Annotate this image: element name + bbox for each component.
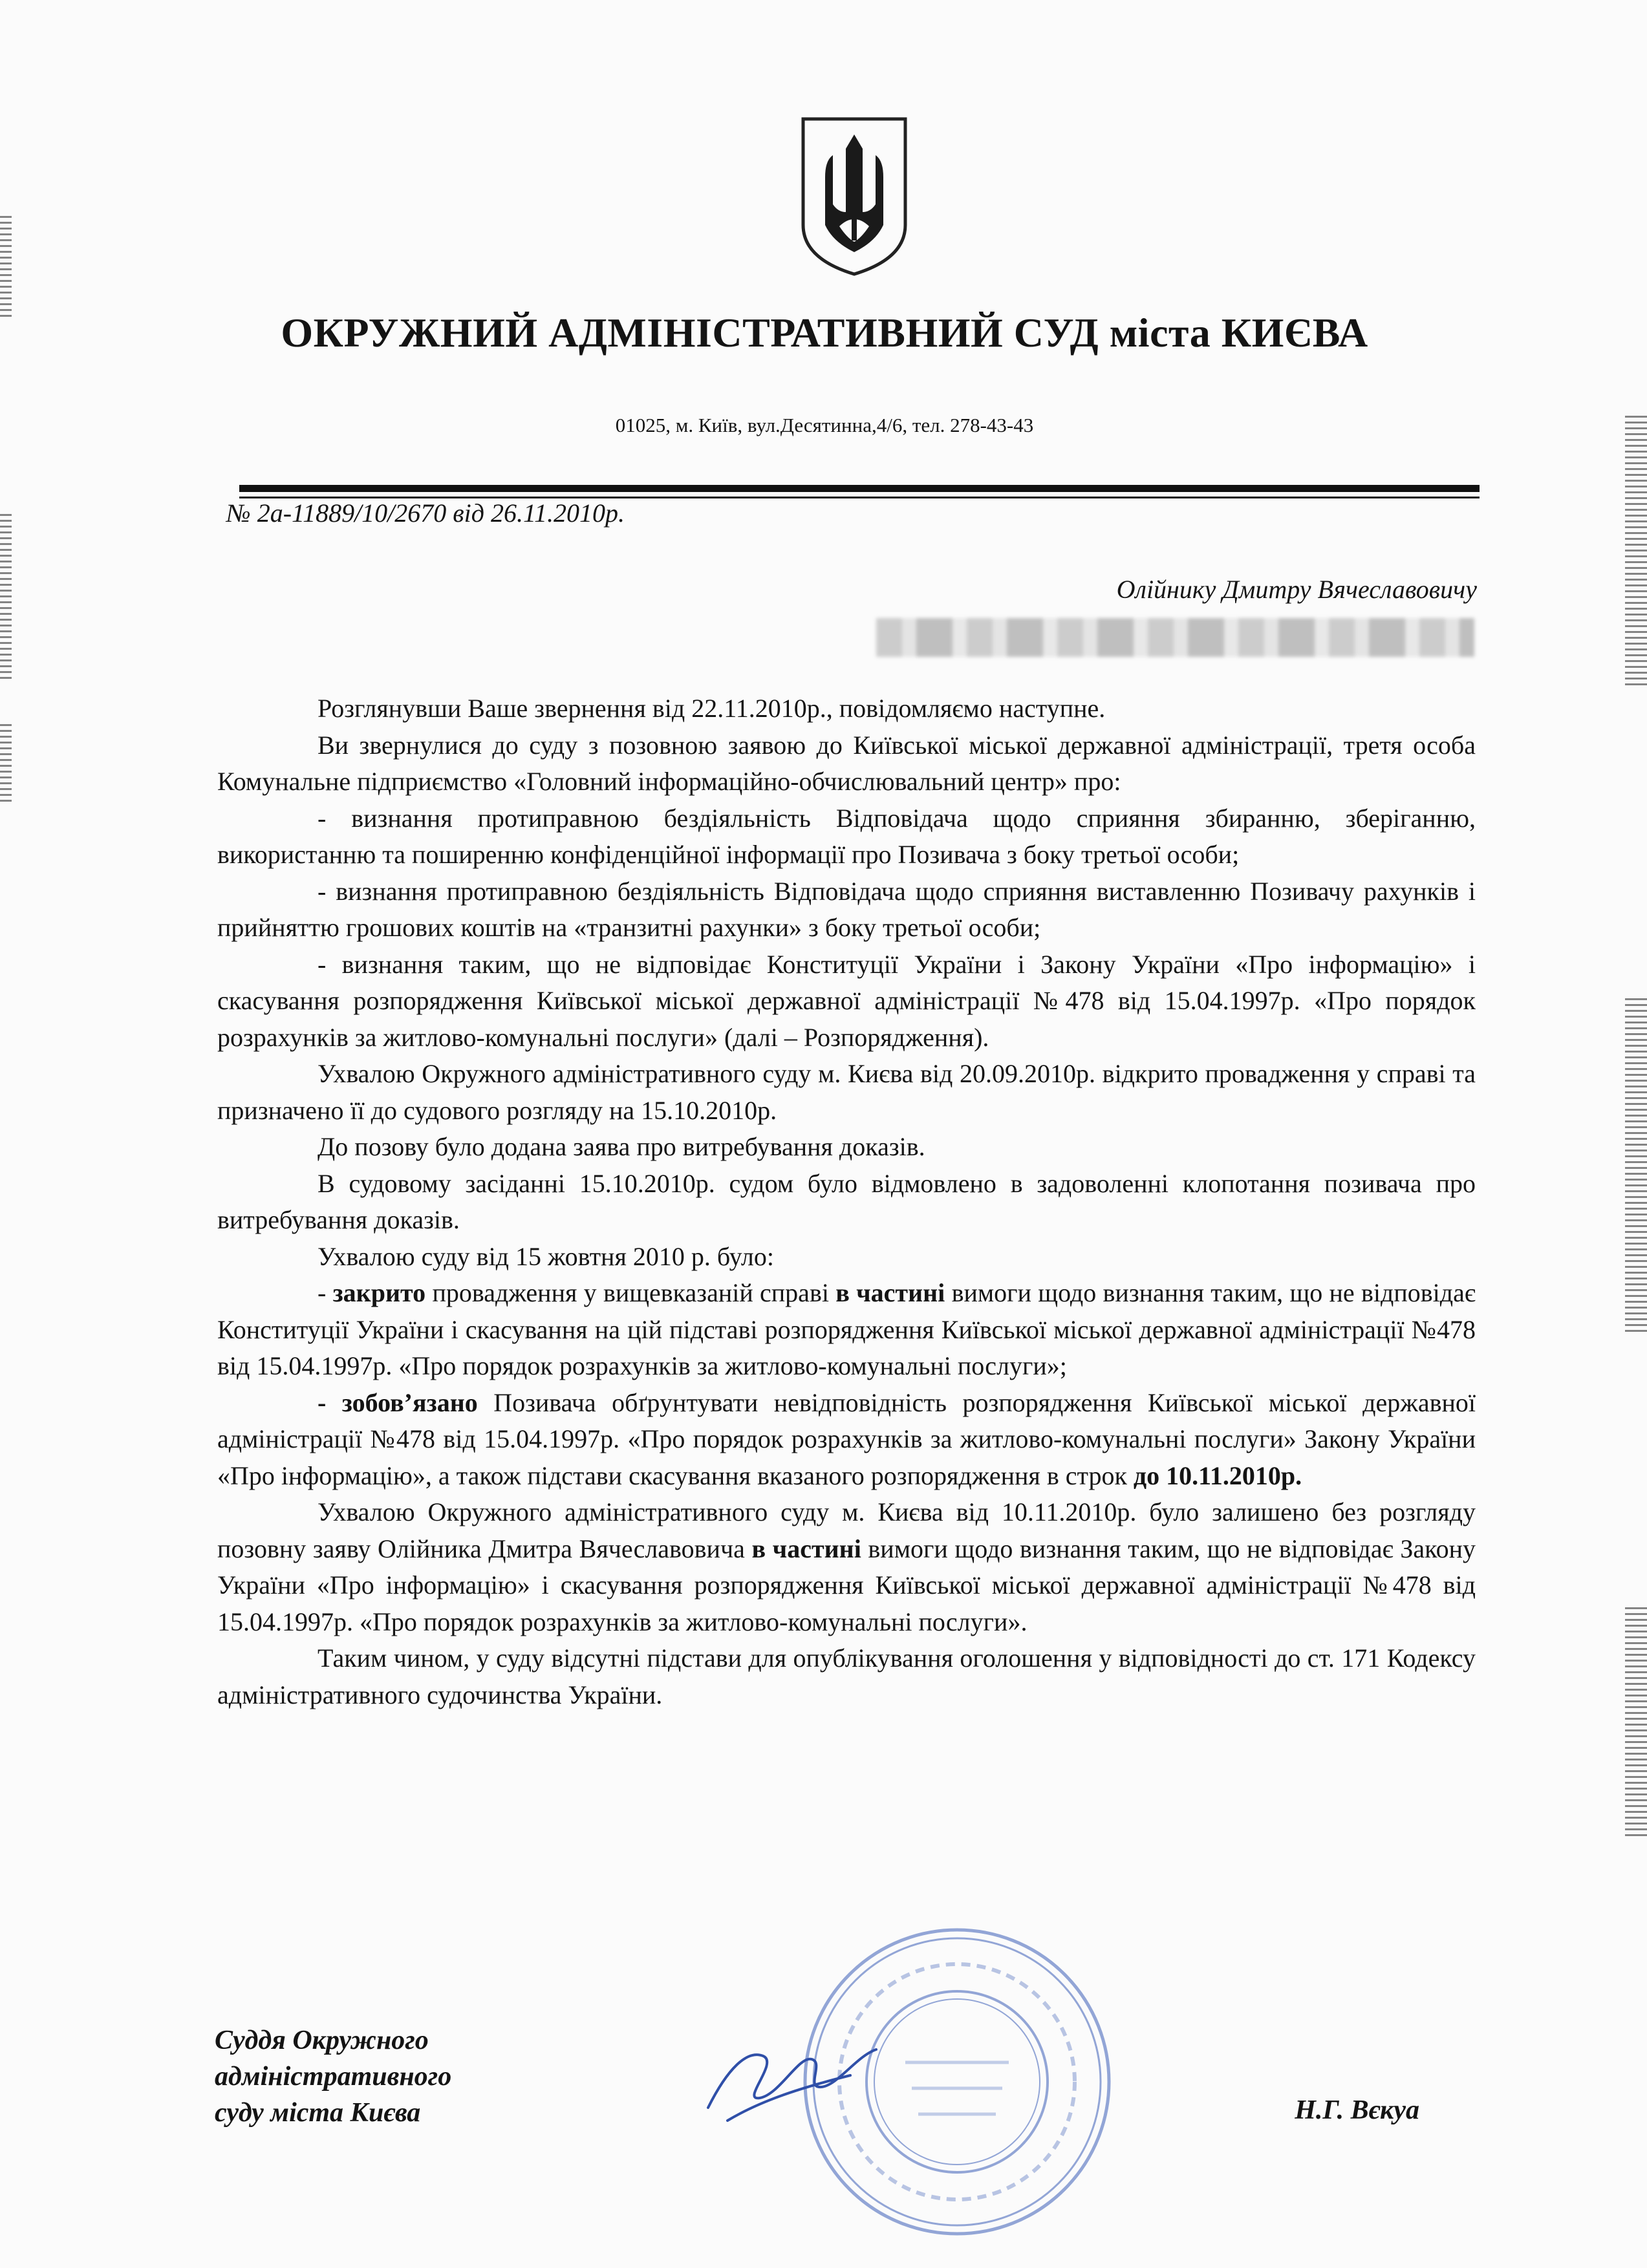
letter-body	[217, 690, 1476, 1713]
scan-edge-noise	[0, 511, 12, 679]
addressee-name: Олійнику Дмитру Вячеславовичу	[1116, 575, 1477, 604]
bold-text: закрито	[332, 1278, 426, 1307]
scan-edge-noise	[1625, 1603, 1647, 1836]
ruling-item	[217, 1275, 1476, 1385]
signature-title-line: адміністративного	[215, 2062, 452, 2091]
signature-title-line: суду міста Києва	[215, 2098, 421, 2128]
scan-edge-noise	[1625, 996, 1647, 1332]
court-address: 01025, м. Київ, вул.Десятинна,4/6, тел. 278-43-43	[615, 414, 1034, 436]
reference-number: № 2а-11889/10/2670 від 26.11.2010р.	[226, 498, 625, 528]
handwritten-signature	[702, 2030, 889, 2127]
text: Ухвалою Окружного адміністративного суду м. Києва від 10.11.2010р. було залишено без розгляду позовну заяву Олійника Дмитра Вячеславовича	[217, 1497, 1476, 1563]
redacted-address-block	[876, 618, 1474, 657]
claim-item: - визнання протиправною бездіяльність Відповідача щодо сприяння збиранню, зберіганню, використанню та поширенню конфіденційної інформації про Позивача з боку третьої особи;	[217, 803, 1476, 869]
bold-text: в частині	[751, 1534, 861, 1563]
bold-text: - зобов’язано	[318, 1387, 478, 1417]
paragraph: Ухвалою Окружного адміністративного суду м. Києва від 20.09.2010р. відкрито провадження у справі та призначено її до судового розгляду на 15.10.2010р.	[217, 1059, 1476, 1125]
trident-coat-of-arms-icon	[799, 115, 909, 277]
scan-edge-noise	[0, 724, 12, 802]
judge-name: Н.Г. Вєкуа	[1295, 2095, 1419, 2125]
bold-text: до 10.11.2010р.	[1133, 1460, 1302, 1490]
signature-title-line: Суддя Окружного	[215, 2026, 429, 2055]
text: вимоги щодо визнання таким, що не відповідає Закону України «Про інформацію» і скасування розпорядження Київської міської державної адміністрації №478 від 15.04.1997р. «Про порядок розрахунків за житлово-комунальні послуги».	[217, 1534, 1476, 1636]
claim-item: - визнання протиправною бездіяльність Відповідача щодо сприяння виставленню Позивачу рахунків і прийняттю грошових коштів на «транзитні рахунки» з боку третьої особи;	[217, 876, 1476, 942]
paragraph: Ви звернулися до суду з позовною заявою до Київської міської державної адміністрації, третя особа Комунальне підприємство «Головний інформаційно-обчислювальний центр» про:	[217, 730, 1476, 796]
dash: -	[318, 1278, 333, 1307]
court-name: ОКРУЖНИЙ АДМІНІСТРАТИВНИЙ СУД міста КИЄВА	[281, 310, 1368, 356]
paragraph: Розглянувши Ваше звернення від 22.11.2010р., повідомляємо наступне.	[318, 694, 1106, 723]
text: Позивача обґрунтувати невідповідність розпорядження Київської міської державної адміністрації №478 від 15.04.1997р. «Про порядок розрахунків за житлово-комунальні послуги» Закону України «Про інформацію», а також підстави скасування вказаного розпорядження в строк	[217, 1387, 1476, 1490]
text: провадження у вищевказаній справі	[425, 1278, 836, 1307]
text: вимоги щодо визнання таким, що не відповідає Конституції України і скасування на цій підставі розпорядження Київської міської державної адміністрації №478 від 15.04.1997р. «Про порядок розрахунків за житлово-комунальні послуги»;	[217, 1278, 1476, 1380]
paragraph: Таким чином, у суду відсутні підстави для опублікування оголошення у відповідності до ст. 171 Кодексу адміністративного судочинства України.	[217, 1643, 1476, 1709]
signature-title	[215, 2022, 451, 2131]
paragraph: Ухвалою суду від 15 жовтня 2010 р. було:	[318, 1241, 774, 1271]
header-divider	[239, 485, 1480, 492]
claim-item: - визнання таким, що не відповідає Конституції України і Закону України «Про інформацію» і скасування розпорядження Київської міської державної адміністрації №478 від 15.04.1997р. «Про порядок розрахунків за житлово-комунальні послуги» (далі – Розпорядження).	[217, 949, 1476, 1052]
ruling-item	[217, 1385, 1476, 1495]
scan-edge-noise	[0, 213, 12, 317]
paragraph: До позову було додана заява про витребування доказів.	[318, 1132, 925, 1161]
paragraph: В судовому засіданні 15.10.2010р. судом було відмовлено в задоволенні клопотання позивача про витребування доказів.	[217, 1168, 1476, 1234]
scan-edge-noise	[1625, 414, 1647, 685]
bold-text: в частині	[835, 1278, 945, 1307]
paragraph	[217, 1494, 1476, 1640]
